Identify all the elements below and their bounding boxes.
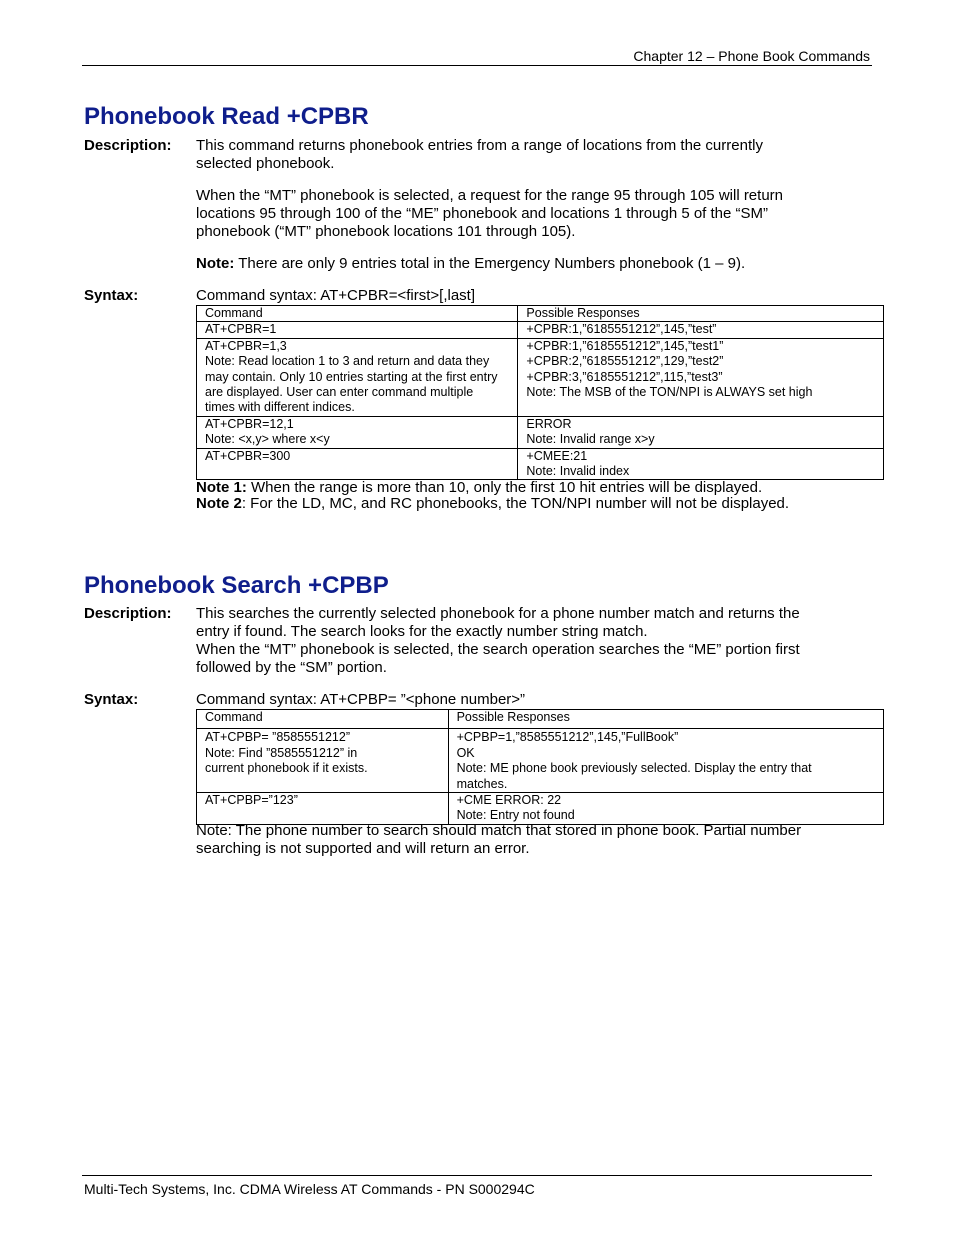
cpbr-syntax: Command syntax: AT+CPBR=<first>[,last] [196,287,475,304]
table-header-row [197,710,884,729]
cpbr-note: Note: There are only 9 entries total in the Emergency Numbers phonebook (1 – 9). [196,255,746,272]
chapter-header: Chapter 12 – Phone Book Commands [633,48,870,64]
cpbp-command-table [196,709,884,825]
command-cell: AT+CPBR=12,1 Note: <x,y> where x<y [197,416,518,448]
response-cell: +CPBR:1,”6185551212”,145,”test” [518,322,884,338]
description-label: Description: [84,605,172,622]
cpbr-mt-paragraph: When the “MT” phonebook is selected, a request for the range 95 through 105 will return locations 95 through 100 of the “ME” phonebook and locations 1 through 5 of the “SM” phonebook (“MT” phonebook locations 101 through 105). [196,187,783,240]
table-header-row [197,306,884,322]
command-cell: AT+CPBR=1 [197,322,518,338]
cpbp-syntax: Command syntax: AT+CPBP= ”<phone number>” [196,691,526,708]
section-title-cpbr: Phonebook Read +CPBR [84,103,369,130]
response-cell: +CMEE:21 Note: Invalid index [518,448,884,480]
table-row [197,416,884,448]
table-header-cell: Command [197,306,518,322]
footer-divider [82,1175,872,1176]
command-cell: AT+CPBR=300 [197,448,518,480]
command-cell: AT+CPBP= ”8585551212” Note: Find ”8585551212” in current phonebook if it exists. [197,729,449,793]
header-divider [82,65,872,66]
command-cell: AT+CPBP=”123” [197,793,449,825]
cpbp-note: Note: The phone number to search should match that stored in phone book. Partial number searching is not supported and will return an error. [196,822,802,857]
description-label: Description: [84,137,172,154]
cpbr-note-1: Note 1: When the range is more than 10, only the first 10 hit entries will be displayed. [196,479,763,496]
response-cell: +CPBP=1,”8585551212”,145,”FullBook” OK Note: ME phone book previously selected. Display the entry that matches. [448,729,883,793]
table-header-cell: Possible Responses [448,710,883,729]
syntax-label: Syntax: [84,691,139,708]
table-row [197,338,884,416]
syntax-label: Syntax: [84,287,139,304]
cpbp-description: This searches the currently selected phonebook for a phone number match and returns the entry if found. The search looks for the exactly number string match. When the “MT” phonebook is selected, the search operation searches the “ME” portion first followed by the “SM” portion. [196,605,800,676]
table-row [197,729,884,793]
section-title-cpbp: Phonebook Search +CPBP [84,572,389,599]
response-cell: ERROR Note: Invalid range x>y [518,416,884,448]
response-cell: +CPBR:1,”6185551212”,145,”test1” +CPBR:2,”6185551212”,129,”test2” +CPBR:3,”6185551212”,115,”test3” Note: The MSB of the TON/NPI is ALWAYS set high [518,338,884,416]
response-cell: +CME ERROR: 22 Note: Entry not found [448,793,883,825]
footer-text: Multi-Tech Systems, Inc. CDMA Wireless AT Commands - PN S000294C [84,1181,535,1197]
table-row [197,322,884,338]
command-cell: AT+CPBR=1,3 Note: Read location 1 to 3 and return and data they may contain. Only 10 entries starting at the first entry are displayed. User can enter command multiple times with different indices. [197,338,518,416]
table-header-cell: Possible Responses [518,306,884,322]
cpbr-command-table [196,305,884,480]
cpbr-note-2: Note 2: For the LD, MC, and RC phonebooks, the TON/NPI number will not be displayed. [196,495,790,512]
cpbr-description: This command returns phonebook entries from a range of locations from the currently selected phonebook. [196,137,763,172]
table-header-cell: Command [197,710,449,729]
table-row [197,448,884,480]
table-row [197,793,884,825]
